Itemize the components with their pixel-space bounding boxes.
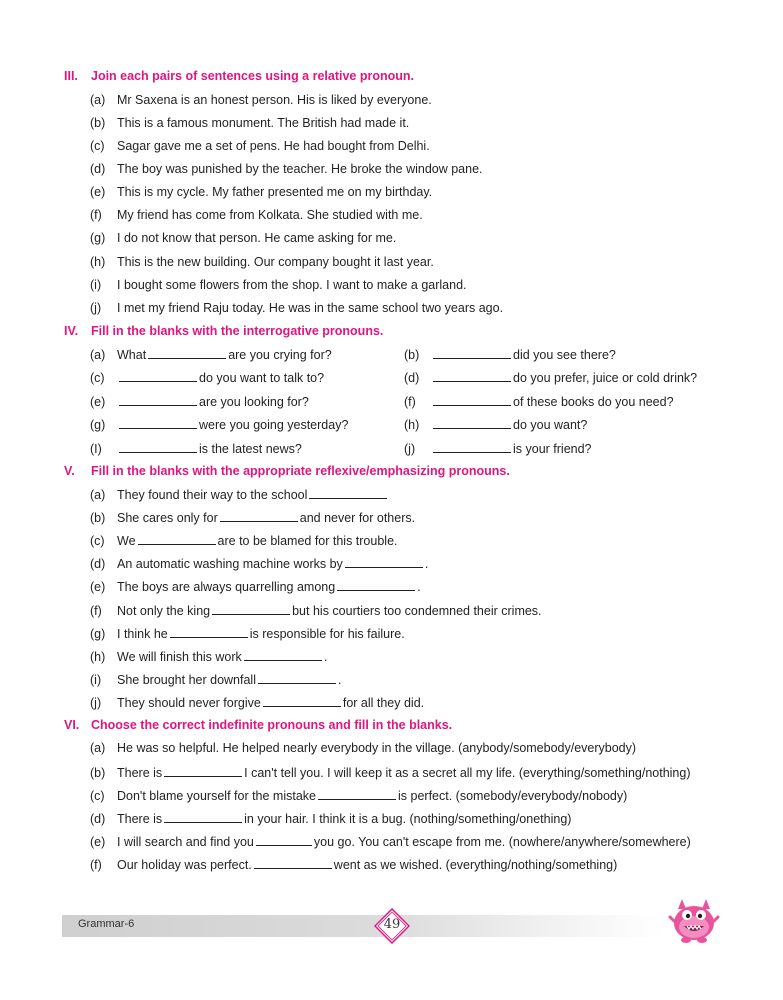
item-text: An automatic washing machine works by xyxy=(117,557,343,571)
list-item xyxy=(90,301,503,315)
list-item xyxy=(90,626,405,641)
answer-blank[interactable] xyxy=(433,441,511,453)
item-label: (I) xyxy=(90,442,102,456)
item-label: (i) xyxy=(90,278,102,292)
item-text: do you want? xyxy=(513,418,588,432)
list-item xyxy=(404,370,697,385)
item-label: (b) xyxy=(90,116,106,130)
list-item xyxy=(90,788,627,803)
section-v-heading xyxy=(64,464,510,478)
item-text: of these books do you need? xyxy=(513,395,674,409)
item-label: (h) xyxy=(404,418,420,432)
item-text: Mr Saxena is an honest person. His is liked by everyone. xyxy=(117,93,432,107)
item-text: is perfect. (somebody/everybody/nobody) xyxy=(398,789,628,803)
item-text: She cares only for xyxy=(117,511,218,525)
item-label: (e) xyxy=(90,580,106,594)
item-label: (a) xyxy=(90,348,106,362)
item-text: . xyxy=(337,673,342,687)
list-item xyxy=(404,347,616,362)
answer-blank[interactable] xyxy=(170,626,248,638)
item-text: This is the new building. Our company bought it last year. xyxy=(117,255,434,269)
answer-blank[interactable] xyxy=(244,649,322,661)
list-item xyxy=(90,278,467,292)
item-label: (g) xyxy=(90,231,106,245)
item-text: I can't tell you. I will keep it as a secret all my life. (everything/something/nothing) xyxy=(244,766,691,780)
item-text: I do not know that person. He came asking for me. xyxy=(117,231,397,245)
monster-mascot-icon xyxy=(668,893,720,945)
item-text: is responsible for his failure. xyxy=(249,627,405,641)
item-label: (d) xyxy=(404,371,420,385)
answer-blank[interactable] xyxy=(119,441,197,453)
item-label: (h) xyxy=(90,650,106,664)
item-text: This is my cycle. My father presented me on my birthday. xyxy=(117,185,433,199)
item-label: (i) xyxy=(90,673,102,687)
answer-blank[interactable] xyxy=(345,556,423,568)
list-item xyxy=(90,649,327,664)
item-text: They found their way to the school xyxy=(117,488,308,502)
list-item xyxy=(90,603,542,618)
answer-blank[interactable] xyxy=(433,417,511,429)
list-item xyxy=(404,441,592,456)
item-label: (j) xyxy=(404,442,416,456)
list-item xyxy=(90,231,396,245)
answer-blank[interactable] xyxy=(164,765,242,777)
item-label: (a) xyxy=(90,93,106,107)
section-iii-heading xyxy=(64,69,414,83)
item-text: do you want to talk to? xyxy=(199,371,325,385)
item-label: (j) xyxy=(90,301,102,315)
item-label: (e) xyxy=(90,835,106,849)
item-text: is the latest news? xyxy=(199,442,302,456)
list-item xyxy=(90,695,424,710)
item-text: for all they did. xyxy=(342,696,425,710)
list-item xyxy=(90,116,409,130)
item-label: (e) xyxy=(90,185,106,199)
page-number-badge xyxy=(374,908,410,944)
section-number: V. xyxy=(64,464,75,478)
list-item xyxy=(404,417,587,432)
list-item xyxy=(90,441,302,456)
item-text: There is xyxy=(117,812,163,826)
list-item xyxy=(90,139,430,153)
item-text: This is a famous monument. The British had made it. xyxy=(117,116,410,130)
footer-bar xyxy=(62,915,662,937)
item-text: I will search and find you xyxy=(117,835,254,849)
list-item xyxy=(90,811,571,826)
item-text: Sagar gave me a set of pens. He had bought from Delhi. xyxy=(117,139,430,153)
item-text: She brought her downfall xyxy=(117,673,256,687)
answer-blank[interactable] xyxy=(138,533,216,545)
item-text: We xyxy=(117,534,136,548)
section-number: IV. xyxy=(64,324,79,338)
item-label: (d) xyxy=(90,812,106,826)
item-text: I bought some flowers from the shop. I want to make a garland. xyxy=(117,278,467,292)
answer-blank[interactable] xyxy=(337,579,415,591)
list-item xyxy=(90,533,398,548)
list-item xyxy=(90,510,415,525)
item-text: do you prefer, juice or cold drink? xyxy=(513,371,698,385)
item-label: (e) xyxy=(90,395,106,409)
item-label: (a) xyxy=(90,741,106,755)
item-text: He was so helpful. He helped nearly everybody in the village. (anybody/somebody/everybody) xyxy=(117,741,637,755)
item-text: Don't blame yourself for the mistake xyxy=(117,789,316,803)
item-text: My friend has come from Kolkata. She studied with me. xyxy=(117,208,423,222)
answer-blank[interactable] xyxy=(254,857,332,869)
item-label: (c) xyxy=(90,371,105,385)
item-text: are you crying for? xyxy=(228,348,332,362)
section-vi-heading xyxy=(64,718,452,732)
item-label: (a) xyxy=(90,488,106,502)
list-item xyxy=(90,857,617,872)
section-number: III. xyxy=(64,69,78,83)
item-text: were you going yesterday? xyxy=(199,418,349,432)
answer-blank[interactable] xyxy=(164,811,242,823)
item-label: (f) xyxy=(90,858,102,872)
list-item xyxy=(90,394,309,409)
item-text: I think he xyxy=(117,627,168,641)
item-label: (j) xyxy=(90,696,102,710)
list-item xyxy=(90,162,483,176)
item-label: (f) xyxy=(404,395,416,409)
list-item xyxy=(404,394,674,409)
list-item xyxy=(90,834,691,849)
list-item xyxy=(90,579,421,594)
item-label: (f) xyxy=(90,604,102,618)
item-label: (d) xyxy=(90,557,106,571)
item-label: (c) xyxy=(90,139,105,153)
item-text: . xyxy=(323,650,328,664)
item-text: but his courtiers too condemned their crimes. xyxy=(292,604,542,618)
section-title: Fill in the blanks with the interrogative pronouns. xyxy=(91,324,384,338)
answer-blank[interactable] xyxy=(263,695,341,707)
list-item xyxy=(90,370,324,385)
list-item xyxy=(90,93,432,107)
item-label: (c) xyxy=(90,534,105,548)
section-title: Choose the correct indefinite pronouns and fill in the blanks. xyxy=(91,718,453,732)
list-item xyxy=(90,185,432,199)
answer-blank[interactable] xyxy=(119,394,197,406)
list-item xyxy=(90,208,423,222)
answer-blank[interactable] xyxy=(433,394,511,406)
list-item xyxy=(90,417,348,432)
answer-blank[interactable] xyxy=(119,417,197,429)
item-label: (g) xyxy=(90,418,106,432)
item-text: Not only the king xyxy=(117,604,211,618)
list-item xyxy=(90,487,389,502)
section-title: Join each pairs of sentences using a relative pronoun. xyxy=(91,69,415,83)
answer-blank[interactable] xyxy=(318,788,396,800)
list-item xyxy=(90,765,691,780)
list-item xyxy=(90,556,428,571)
answer-blank[interactable] xyxy=(433,347,511,359)
item-text: is your friend? xyxy=(513,442,592,456)
item-text: in your hair. I think it is a bug. (nothing/something/onething) xyxy=(244,812,572,826)
item-text: The boy was punished by the teacher. He broke the window pane. xyxy=(117,162,483,176)
list-item xyxy=(90,255,434,269)
item-label: (c) xyxy=(90,789,105,803)
section-number: VI. xyxy=(64,718,80,732)
item-text: are to be blamed for this trouble. xyxy=(217,534,398,548)
footer-book-title: Grammar-6 xyxy=(78,918,135,930)
list-item xyxy=(90,741,636,755)
item-label: (b) xyxy=(404,348,420,362)
answer-blank[interactable] xyxy=(258,672,336,684)
item-label: (b) xyxy=(90,766,106,780)
item-text: are you looking for? xyxy=(199,395,309,409)
page-number: 49 xyxy=(383,917,401,932)
answer-blank[interactable] xyxy=(433,370,511,382)
item-text: They should never forgive xyxy=(117,696,261,710)
section-title: Fill in the blanks with the appropriate reflexive/emphasizing pronouns. xyxy=(91,464,510,478)
item-text: There is xyxy=(117,766,163,780)
item-label: (h) xyxy=(90,255,106,269)
list-item xyxy=(90,672,341,687)
item-text: Our holiday was perfect. xyxy=(117,858,252,872)
item-text: What xyxy=(117,348,147,362)
list-item xyxy=(90,347,332,362)
answer-blank[interactable] xyxy=(220,510,298,522)
answer-blank[interactable] xyxy=(212,603,290,615)
item-text: The boys are always quarrelling among xyxy=(117,580,336,594)
item-text: you go. You can't escape from me. (nowhere/anywhere/somewhere) xyxy=(313,835,691,849)
item-text: I met my friend Raju today. He was in the same school two years ago. xyxy=(117,301,504,315)
answer-blank[interactable] xyxy=(256,834,312,846)
item-text: and never for others. xyxy=(299,511,416,525)
answer-blank[interactable] xyxy=(119,370,197,382)
section-iv-heading xyxy=(64,324,383,338)
item-text: We will finish this work xyxy=(117,650,242,664)
item-label: (d) xyxy=(90,162,106,176)
item-label: (b) xyxy=(90,511,106,525)
item-label: (g) xyxy=(90,627,106,641)
item-text: . xyxy=(417,580,421,594)
answer-blank[interactable] xyxy=(309,487,387,499)
item-text: . xyxy=(424,557,429,571)
item-label: (f) xyxy=(90,208,102,222)
item-text: went as we wished. (everything/nothing/something) xyxy=(333,858,618,872)
item-text: did you see there? xyxy=(513,348,616,362)
answer-blank[interactable] xyxy=(148,347,226,359)
